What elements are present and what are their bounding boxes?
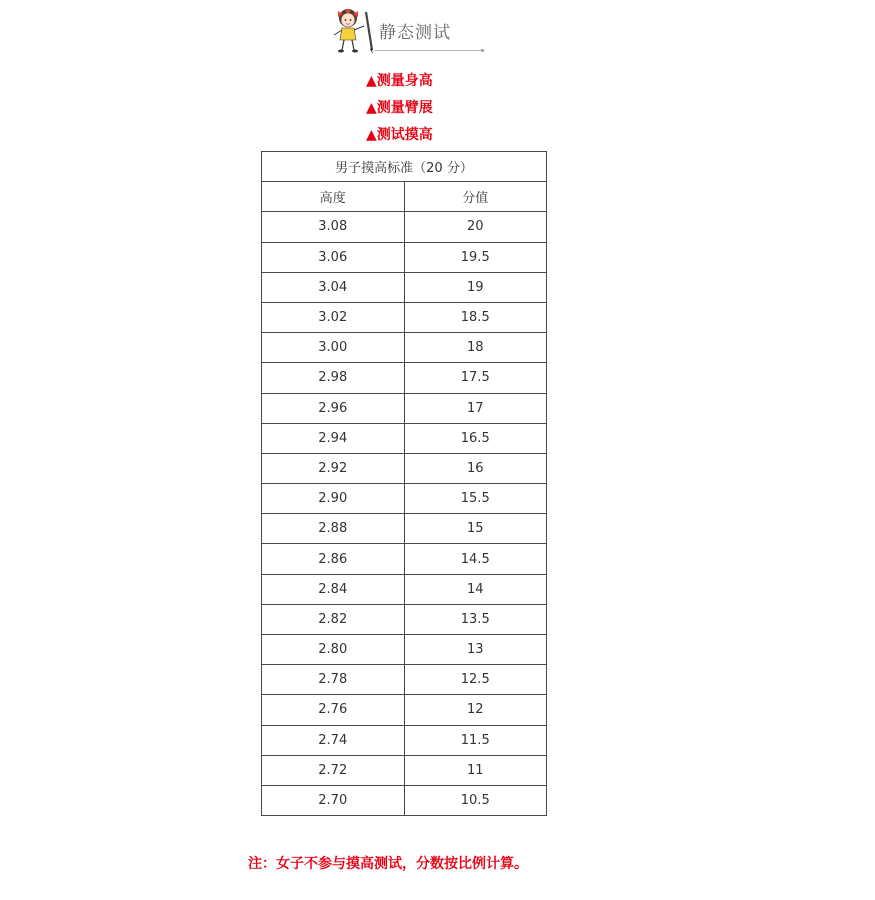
height-cell: 2.90 [262,484,405,514]
table-row [262,242,547,272]
table-row [262,393,547,423]
height-cell: 3.04 [262,272,405,302]
reach-score-table [261,151,547,816]
score-cell: 15 [404,514,547,544]
table-row [262,695,547,725]
table-row [262,604,547,634]
height-cell: 3.08 [262,212,405,242]
score-cell: 13.5 [404,604,547,634]
height-cell: 3.02 [262,302,405,332]
table-row [262,333,547,363]
table-row [262,272,547,302]
height-cell: 2.76 [262,695,405,725]
score-cell: 18 [404,333,547,363]
table-row [262,453,547,483]
table-caption: 男子摸高标准（20 分） [262,152,547,182]
height-cell: 2.94 [262,423,405,453]
table-row [262,302,547,332]
score-cell: 13 [404,635,547,665]
header-banner [326,4,484,56]
height-cell: 2.96 [262,393,405,423]
score-cell: 17.5 [404,363,547,393]
height-cell: 2.98 [262,363,405,393]
score-cell: 19.5 [404,242,547,272]
table-row [262,484,547,514]
score-cell: 16 [404,453,547,483]
height-cell: 2.78 [262,665,405,695]
table-row [262,665,547,695]
score-cell: 19 [404,272,547,302]
score-cell: 11.5 [404,725,547,755]
score-cell: 12 [404,695,547,725]
height-cell: 2.84 [262,574,405,604]
column-header-score: 分值 [404,182,547,212]
height-cell: 2.92 [262,453,405,483]
table-row [262,423,547,453]
height-cell: 2.70 [262,785,405,815]
height-cell: 2.82 [262,604,405,634]
table-row [262,785,547,815]
table-row [262,514,547,544]
table-row [262,755,547,785]
table-row [262,635,547,665]
table-row [262,363,547,393]
height-cell: 2.86 [262,544,405,574]
score-cell: 17 [404,393,547,423]
cartoon-girl-icon [326,4,378,56]
height-cell: 2.80 [262,635,405,665]
step-reach-test: ▲测试摸高 [366,127,433,143]
score-cell: 20 [404,212,547,242]
score-cell: 14.5 [404,544,547,574]
score-cell: 14 [404,574,547,604]
score-cell: 10.5 [404,785,547,815]
column-header-height: 高度 [262,182,405,212]
page-title: 静态测试 [379,23,451,43]
score-cell: 11 [404,755,547,785]
score-cell: 16.5 [404,423,547,453]
height-cell: 2.88 [262,514,405,544]
step-measure-height: ▲测量身高 [366,73,433,89]
score-cell: 12.5 [404,665,547,695]
step-measure-armspan: ▲测量臂展 [366,100,433,116]
height-cell: 3.06 [262,242,405,272]
table-row [262,574,547,604]
table-body [262,212,547,816]
footnote: 注：女子不参与摸高测试，分数按比例计算。 [248,856,528,872]
test-steps-list [366,68,433,149]
table-row [262,212,547,242]
height-cell: 2.74 [262,725,405,755]
score-cell: 15.5 [404,484,547,514]
table-row [262,544,547,574]
height-cell: 3.00 [262,333,405,363]
score-cell: 18.5 [404,302,547,332]
height-cell: 2.72 [262,755,405,785]
table-row [262,725,547,755]
title-underline [374,50,482,51]
